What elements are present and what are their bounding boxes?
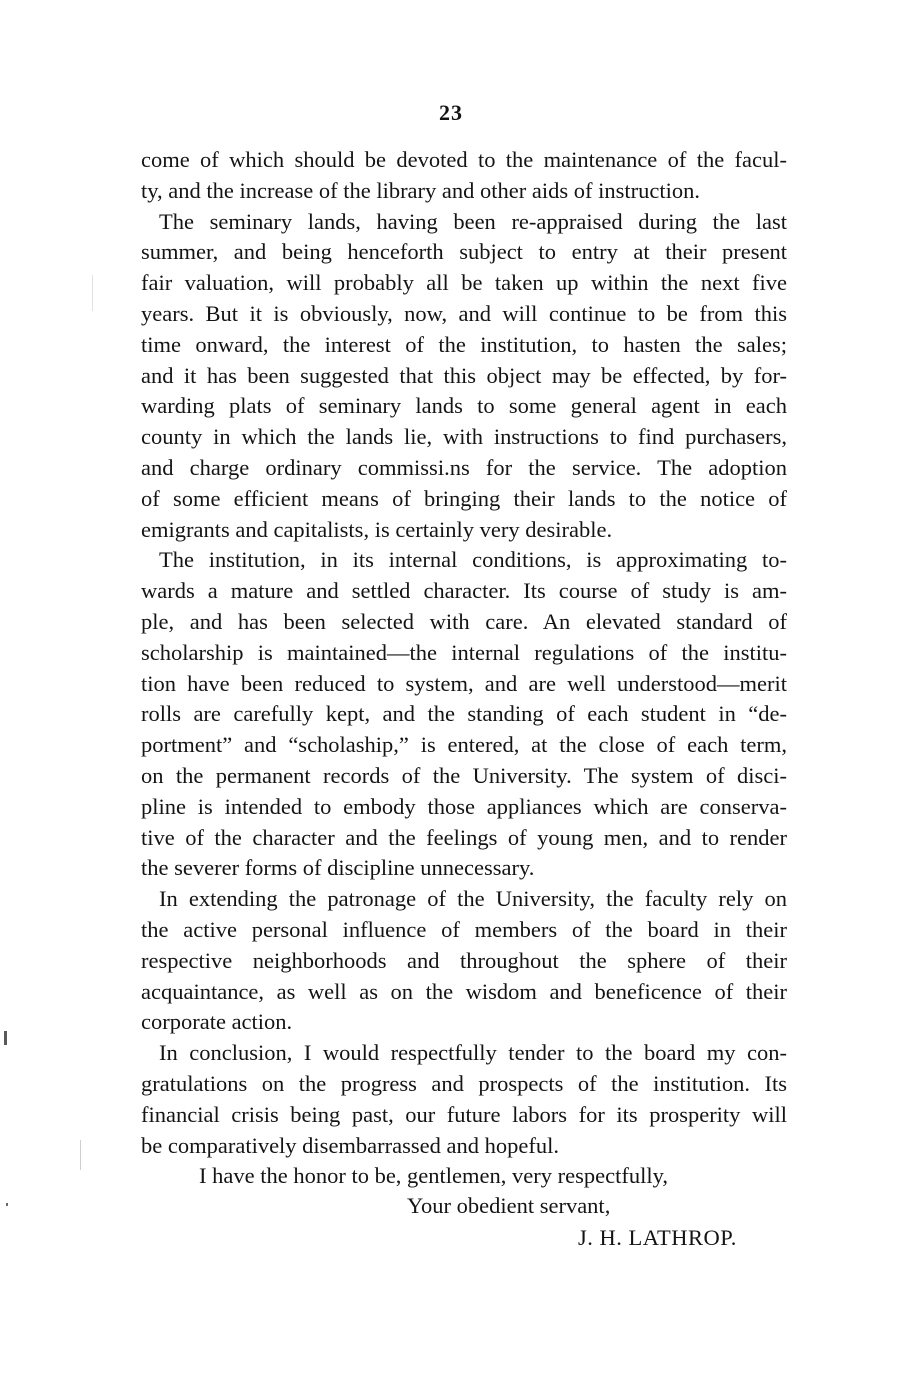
paragraph-start-line: In conclusion, I would respectfully tender to the board my con- — [159, 1040, 787, 1066]
text-line: ty, and the increase of the library and other aids of instruction. — [141, 177, 700, 203]
scan-artifact — [92, 275, 93, 311]
text-line: and it has been suggested that this object may be effected, by for- — [141, 362, 787, 388]
page-number: 23 — [439, 100, 463, 125]
valediction: Your obedient servant, — [407, 1193, 611, 1218]
text-line: the severer forms of discipline unnecessary. — [141, 855, 535, 881]
text-line: scholarship is maintained—the internal regulations of the institu- — [141, 639, 787, 665]
body-text — [141, 145, 787, 1161]
text-line: respective neighborhoods and throughout the sphere of their — [141, 947, 787, 973]
text-line: wards a mature and settled character. Its course of study is am- — [141, 578, 787, 604]
text-line: ple, and has been selected with care. An elevated standard of — [141, 608, 787, 634]
text-line: gratulations on the progress and prospects of the institution. Its — [141, 1070, 787, 1096]
signature: J. H. LATHROP. — [578, 1225, 737, 1250]
text-line: the active personal influence of members of the board in their — [141, 916, 787, 942]
text-line: tion have been reduced to system, and are well understood—merit — [141, 670, 787, 696]
text-line: acquaintance, as well as on the wisdom and beneficence of their — [141, 978, 787, 1004]
text-line: come of which should be devoted to the maintenance of the facul- — [141, 147, 787, 172]
closing-line: I have the honor to be, gentlemen, very respectfully, — [199, 1163, 668, 1188]
text-line: fair valuation, will probably all be taken up within the next five — [141, 270, 787, 296]
text-line: pline is intended to embody those appliances which are conserva- — [141, 793, 787, 819]
text-line: summer, and being henceforth subject to entry at their present — [141, 239, 787, 265]
text-line: tive of the character and the feelings of young men, and to render — [141, 824, 787, 850]
text-line: portment” and “scholaship,” is entered, at the close of each term, — [141, 732, 787, 758]
text-line: and charge ordinary commissi.ns for the service. The adoption — [141, 454, 787, 480]
text-line: corporate action. — [141, 1009, 293, 1035]
text-line: warding plats of seminary lands to some general agent in each — [141, 393, 787, 419]
paragraph-start-line: The institution, in its internal conditions, is approximating to- — [159, 547, 787, 573]
paragraph-start-line: The seminary lands, having been re-appraised during the last — [159, 208, 787, 234]
text-line: county in which the lands lie, with instructions to find purchasers, — [141, 424, 787, 450]
text-line: years. But it is obviously, now, and will continue to be from this — [141, 300, 787, 326]
text-line: financial crisis being past, our future labors for its prosperity will — [141, 1101, 787, 1127]
scan-artifact — [4, 1031, 7, 1045]
paragraph-start-line: In extending the patronage of the University, the faculty rely on — [159, 886, 787, 912]
scan-artifact — [6, 1203, 8, 1206]
text-line: of some efficient means of bringing their lands to the notice of — [141, 485, 787, 511]
text-line: rolls are carefully kept, and the standing of each student in “de- — [141, 701, 787, 727]
text-line: be comparatively disembarrassed and hopeful. — [141, 1132, 559, 1158]
text-line: on the permanent records of the University. The system of disci- — [141, 762, 787, 788]
text-line: time onward, the interest of the institution, to hasten the sales; — [141, 331, 787, 357]
text-line: emigrants and capitalists, is certainly very desirable. — [141, 516, 613, 542]
scan-artifact — [80, 1140, 81, 1170]
